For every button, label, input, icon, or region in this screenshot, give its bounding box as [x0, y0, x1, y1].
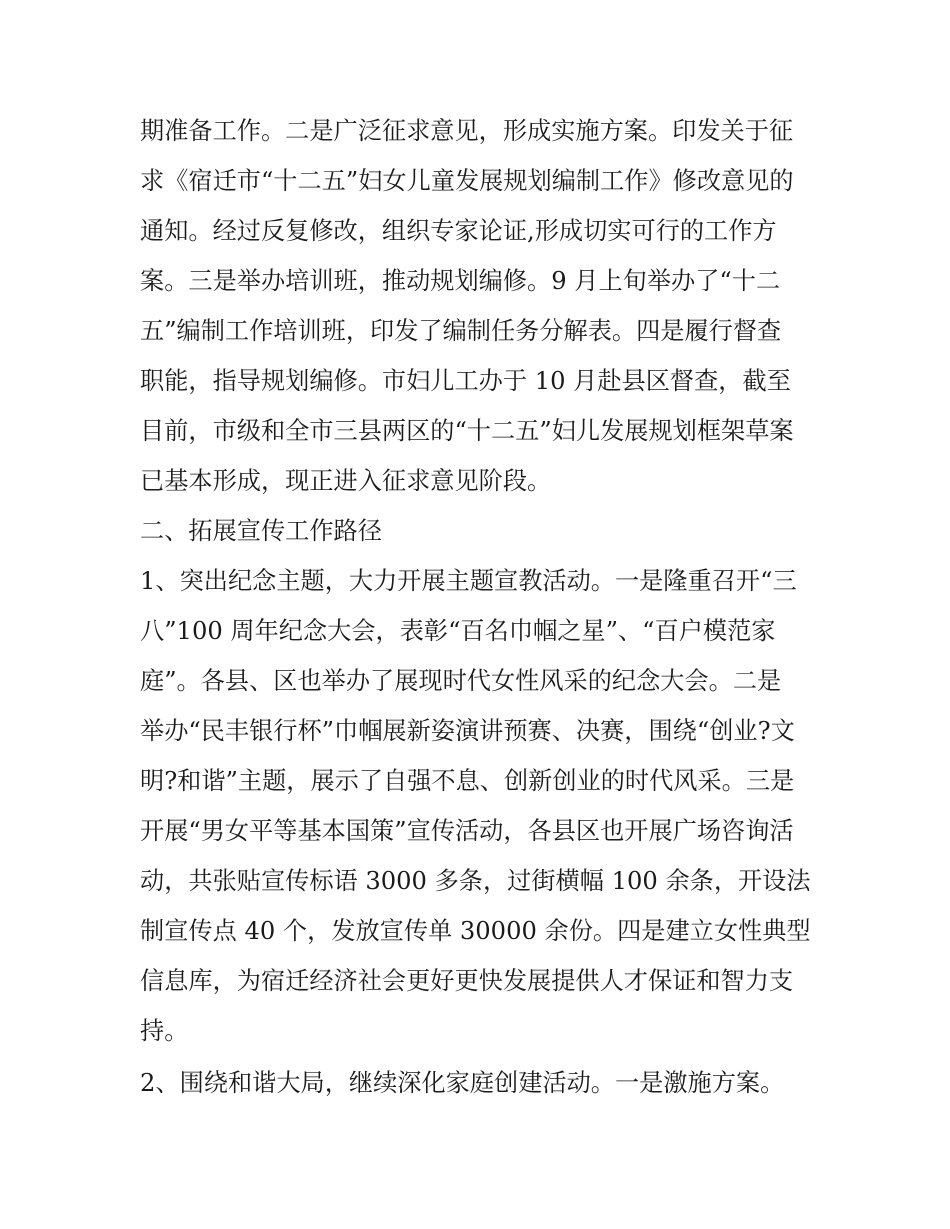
- paragraph-line: 通知。经过反复修改，组织专家论证,形成切实可行的工作方: [140, 217, 777, 245]
- paragraph-line: 明?和谐”主题，展示了自强不息、创新创业的时代风采。三是: [140, 767, 795, 795]
- paragraph-line: 1、突出纪念主题，大力开展主题宣教活动。一是隆重召开“三: [140, 567, 797, 595]
- paragraph-line: 案。三是举办培训班，推动规划编修。9 月上旬举办了“十二: [140, 267, 781, 295]
- paragraph-line: 目前，市级和全市三县两区的“十二五”妇儿发展规划框架草案: [140, 417, 794, 445]
- paragraph-line: 期准备工作。二是广泛征求意见，形成实施方案。印发关于征: [140, 117, 794, 145]
- paragraph-line: 职能，指导规划编修。市妇儿工办于 10 月赴县区督查，截至: [140, 367, 791, 395]
- paragraph-line: 求《宿迁市“十二五”妇女儿童发展规划编制工作》修改意见的: [140, 167, 794, 195]
- paragraph-line: 八”100 周年纪念大会，表彰“百名巾帼之星”、“百户模范家: [140, 617, 776, 645]
- section-heading: 二、拓展宣传工作路径: [140, 517, 382, 545]
- paragraph-line: 信息库，为宿迁经济社会更好更快发展提供人才保证和智力支: [140, 967, 794, 995]
- paragraph-line: 2、围绕和谐大局，继续深化家庭创建活动。一是激施方案。: [140, 1069, 785, 1097]
- paragraph-line: 动，共张贴宣传标语 3000 多条，过街横幅 100 余条，开设法: [140, 867, 811, 895]
- paragraph-line: 制宣传点 40 个，发放宣传单 30000 余份。四是建立女性典型: [140, 917, 811, 945]
- paragraph-line: 已基本形成，现正进入征求意见阶段。: [140, 467, 552, 495]
- paragraph-line: 持。: [140, 1017, 189, 1045]
- paragraph-line: 举办“民丰银行杯”巾帼展新姿演讲预赛、决赛，围绕“创业?文: [140, 717, 795, 745]
- paragraph-line: 开展“男女平等基本国策”宣传活动，各县区也开展广场咨询活: [140, 817, 794, 845]
- document-body: [140, 106, 812, 1108]
- paragraph-line: 庭”。各县、区也举办了展现时代女性风采的纪念大会。二是: [140, 667, 782, 695]
- paragraph-line: 五”编制工作培训班，印发了编制任务分解表。四是履行督查: [140, 317, 782, 345]
